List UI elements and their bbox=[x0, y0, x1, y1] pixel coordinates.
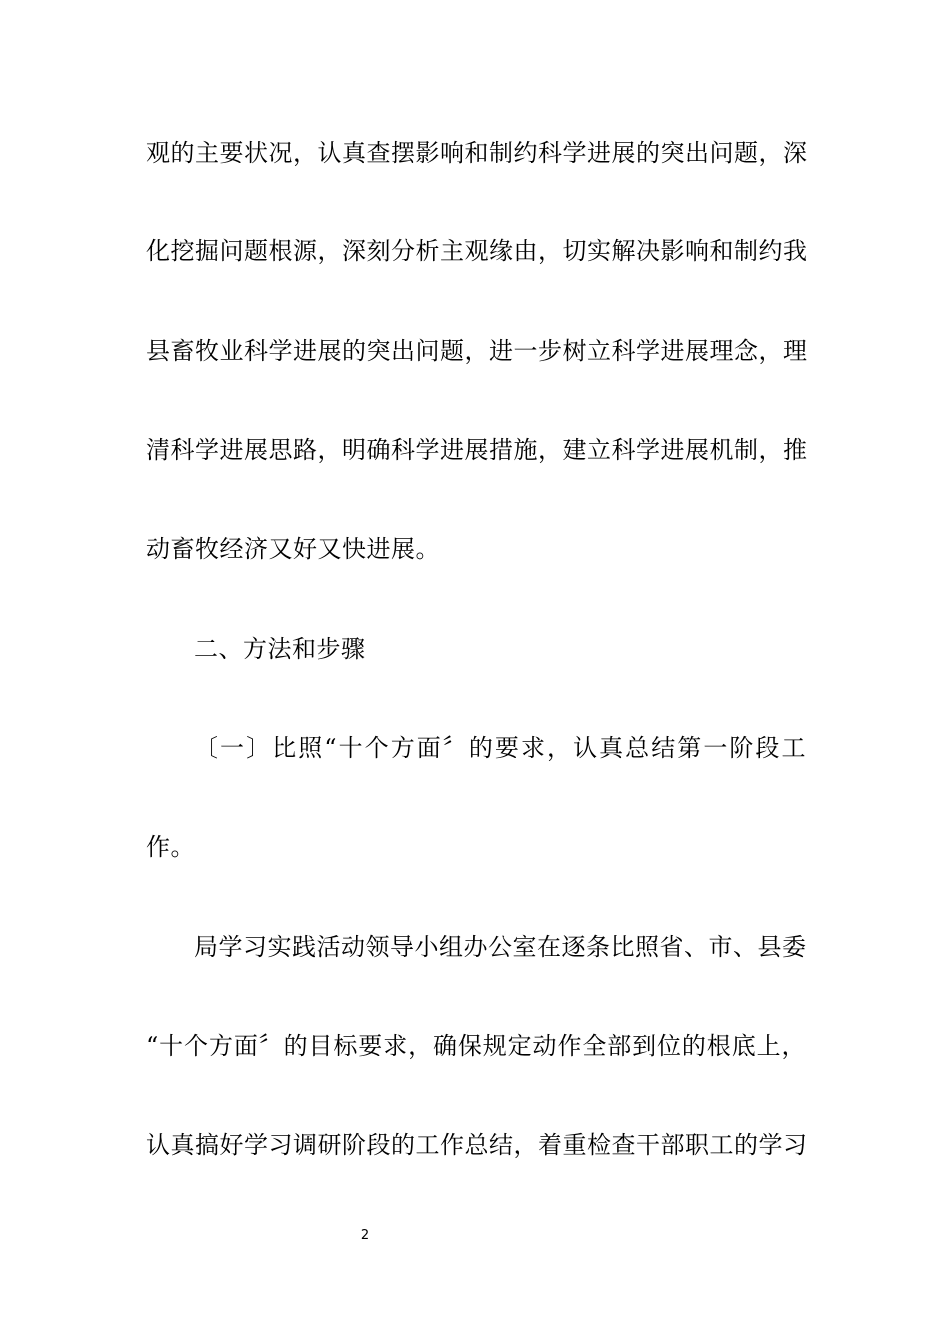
paragraph-1-line-4: 清科学进展思路，明确科学进展措施，建立科学进展机制，推 bbox=[146, 436, 808, 464]
paragraph-1-line-3: 县畜牧业科学进展的突出问题，进一步树立科学进展理念，理 bbox=[146, 337, 808, 365]
subsection-heading-line-1: 〔一〕比照“十个方面〞的要求，认真总结第一阶段工 bbox=[194, 734, 806, 762]
page-number: 2 bbox=[360, 1228, 370, 1243]
paragraph-1-line-5: 动畜牧经济又好又快进展。 bbox=[146, 535, 440, 563]
paragraph-1-line-2: 化挖掘问题根源，深刻分析主观缘由，切实解决影响和制约我 bbox=[146, 237, 808, 265]
paragraph-2-line-2: “十个方面〞的目标要求，确保规定动作全部到位的根底上， bbox=[146, 1032, 806, 1060]
section-heading: 二、方法和步骤 bbox=[194, 635, 366, 663]
subsection-heading-line-2: 作。 bbox=[146, 833, 195, 861]
paragraph-1-line-1: 观的主要状况，认真查摆影响和制约科学进展的突出问题，深 bbox=[146, 139, 808, 167]
paragraph-2-line-1: 局学习实践活动领导小组办公室在逐条比照省、市、县委 bbox=[194, 933, 807, 961]
paragraph-2-line-3: 认真搞好学习调研阶段的工作总结，着重检查干部职工的学习 bbox=[146, 1131, 808, 1159]
